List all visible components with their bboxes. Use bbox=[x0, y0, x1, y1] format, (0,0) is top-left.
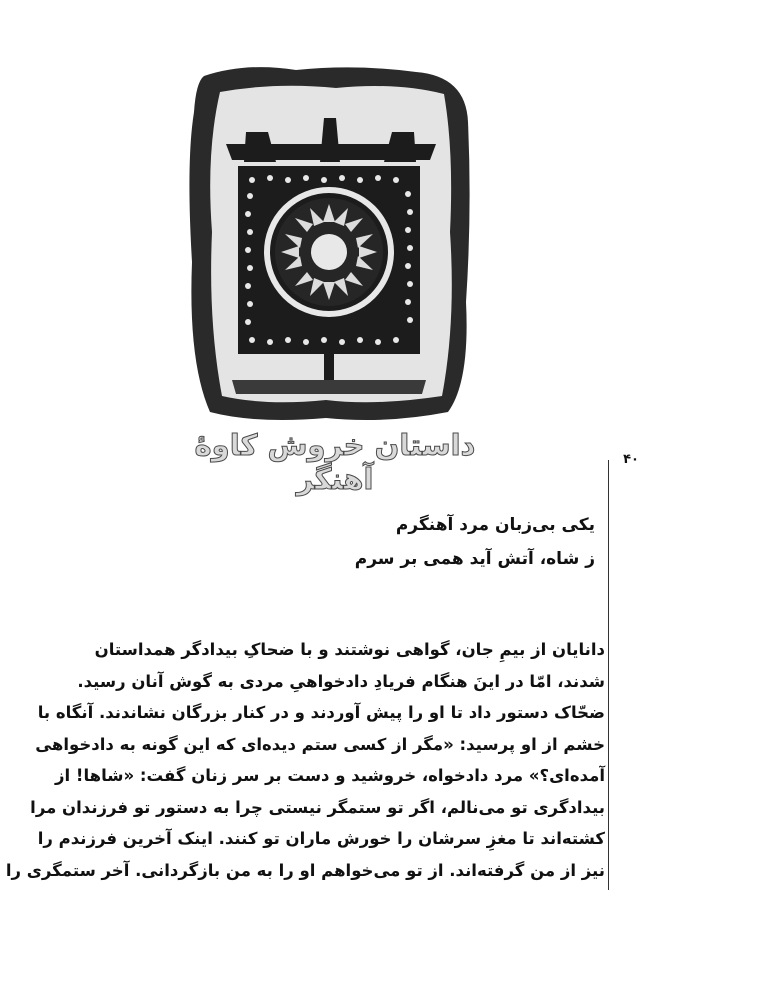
margin-rule bbox=[608, 460, 609, 890]
poem-couplet bbox=[330, 508, 595, 576]
prose-line: کشته‌اند تا مغزِ سرشان را خورش ماران تو کنند. اینک آخرین فرزندم را bbox=[37, 829, 605, 848]
stamped-seal-sun-emblem-icon bbox=[189, 67, 469, 420]
prose-line: ضحّاک دستور داد تا او را پیش آوردند و در کنار بزرگان نشاندند. آنگاه با bbox=[37, 703, 605, 722]
prose-line: بیدادگری تو می‌نالم، اگر تو ستمگر نیستی چرا به دستور تو فرزندان مرا bbox=[30, 797, 605, 817]
prose-line: خشم از او پرسید: «مگر از کسی ستم دیده‌ای که این گونه به دادخواهی bbox=[35, 734, 605, 754]
page-number: ۴۰ bbox=[623, 452, 639, 467]
prose-line: شدند، امّا در اینَ هنگام فریادِ دادخواهیِ مردی به گوش آنان رسید. bbox=[77, 671, 605, 691]
prose-line: نیز از من گرفته‌اند. از تو می‌خواهم او را به من بازگردانی. آخر ستمگری را bbox=[5, 860, 605, 880]
prose-line: دانایان از بیمِ جان، گواهی نوشتند و با ضحاکِ بیدادگر همداستان bbox=[94, 640, 605, 659]
chapter-title: داستان خروش کاوهٔ آهنگر bbox=[194, 428, 476, 496]
seal-illustration bbox=[186, 62, 472, 424]
poem-line: یکی بی‌زبان مرد آهنگرم bbox=[395, 515, 595, 535]
poem-line: ز شاه، آتش آید همی بر سرم bbox=[354, 549, 595, 569]
prose-line: آمده‌ای؟» مرد دادخواه، خروشید و دست بر سر زنان گفت: «شاها! از bbox=[55, 766, 605, 785]
prose-paragraph bbox=[5, 634, 605, 886]
